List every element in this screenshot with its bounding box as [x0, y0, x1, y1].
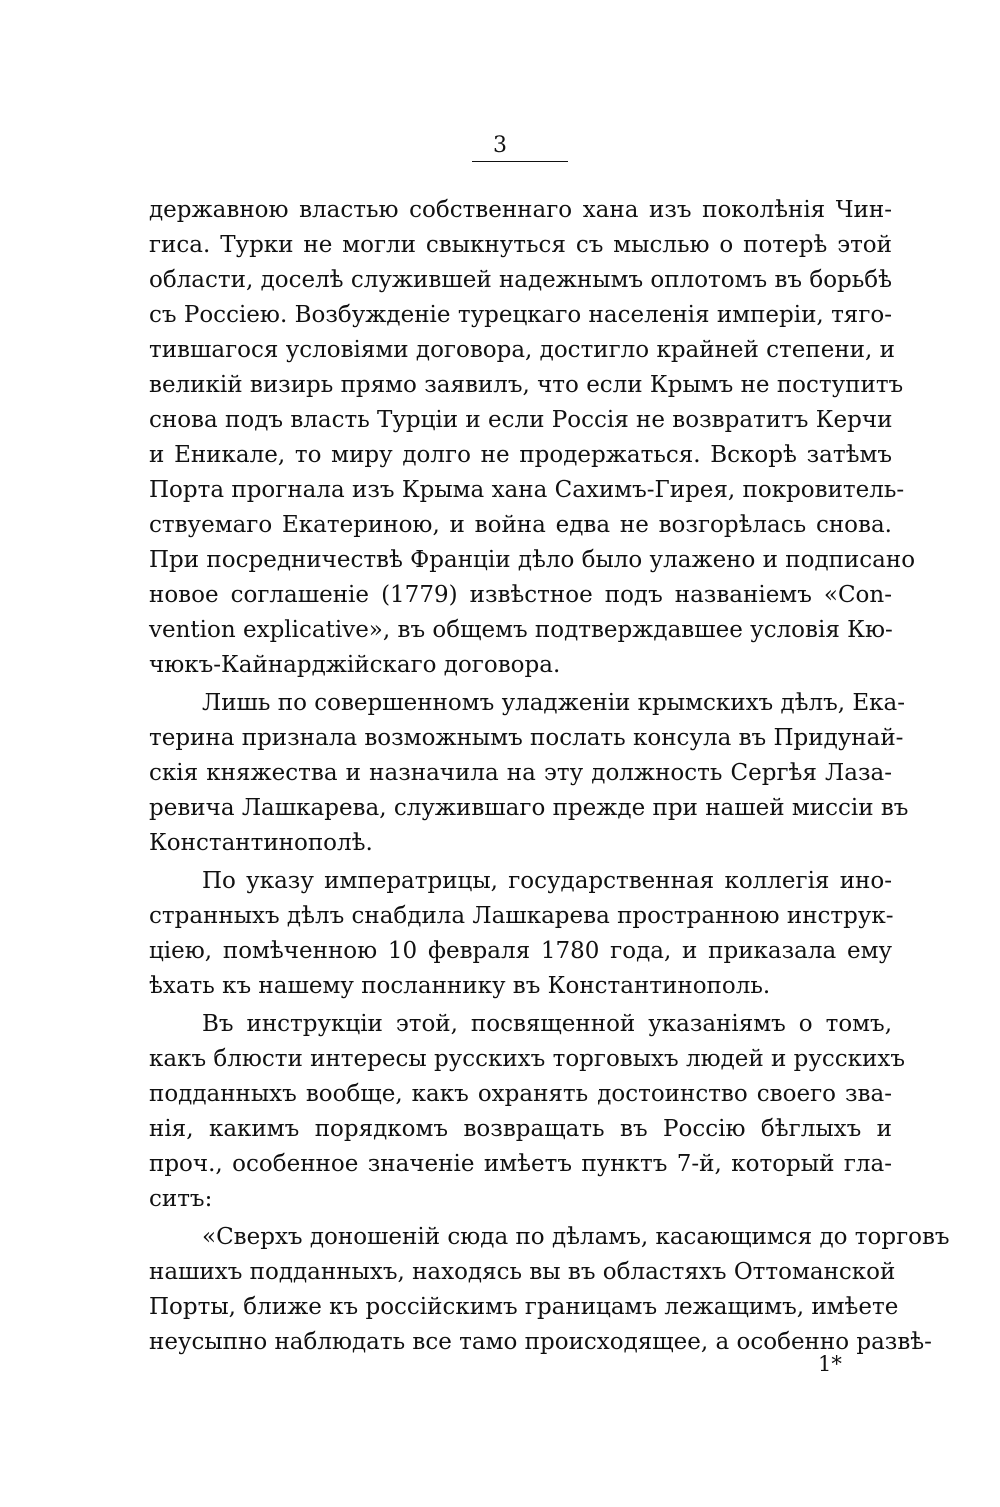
text-line: чюкъ-Кайнарджійскаго договора.	[149, 652, 561, 678]
text-line: неусыпно наблюдать все тамо происходящее, а особенно развѣ-	[149, 1329, 932, 1355]
text-line: великій визирь прямо заявилъ, что если Крымъ не поступитъ	[149, 372, 904, 398]
text-line: гиса. Турки не могли свыкнуться съ мыслью о потерѣ этой	[149, 232, 892, 258]
text-line: ціею, помѣченною 10 февраля 1780 года, и приказала ему	[149, 938, 892, 964]
text-line: державною властью собственнаго хана изъ поколѣнія Чин-	[149, 197, 892, 223]
text-line: съ Россіею. Возбужденіе турецкаго населенія имперіи, тяго-	[149, 302, 892, 328]
text-line: «Сверхъ доношеній сюда по дѣламъ, касающимся до торговъ	[202, 1224, 950, 1250]
text-line: терина признала возможнымъ послать консула въ Придунай-	[149, 725, 904, 751]
text-line: и Еникале, то миру долго не продержаться. Вскорѣ затѣмъ	[149, 442, 892, 468]
header-rule	[472, 161, 568, 162]
text-line: При посредничествѣ Франціи дѣло было улажено и подписано	[149, 547, 916, 573]
text-line: Порты, ближе къ россійскимъ границамъ лежащимъ, имѣете	[149, 1294, 899, 1320]
text-line: проч., особенное значеніе имѣетъ пунктъ 7-й, который гла-	[149, 1151, 892, 1177]
text-line: области, доселѣ служившей надежнымъ оплотомъ въ борьбѣ	[149, 267, 892, 293]
text-line: тившагося условіями договора, достигло крайней степени, и	[149, 337, 895, 363]
signature-mark: 1*	[818, 1352, 842, 1376]
text-line: По указу императрицы, государственная коллегія ино-	[202, 868, 892, 894]
text-line: нія, какимъ порядкомъ возвращать въ Россію бѣглыхъ и	[149, 1116, 892, 1142]
page-header	[0, 133, 1000, 158]
text-line: Въ инструкціи этой, посвященной указаніямъ о томъ,	[202, 1011, 892, 1037]
text-line: ѣхать къ нашему посланнику въ Константинополь.	[149, 973, 771, 999]
text-line: Порта прогнала изъ Крыма хана Сахимъ-Гирея, покровитель-	[149, 477, 905, 503]
text-line: новое соглашеніе (1779) извѣстное подъ названіемъ «Con-	[149, 582, 892, 608]
text-line: Лишь по совершенномъ уладженіи крымскихъ дѣлъ, Ека-	[202, 690, 906, 716]
text-line: странныхъ дѣлъ снабдила Лашкарева пространною инструк-	[149, 903, 894, 929]
text-line: Константинополѣ.	[149, 830, 373, 856]
text-line: ситъ:	[149, 1186, 213, 1212]
text-line: ствуемаго Екатериною, и война едва не возгорѣлась снова.	[149, 512, 892, 538]
text-line: скія княжества и назначила на эту должность Сергѣя Лаза-	[149, 760, 892, 786]
text-line: ревича Лашкарева, служившаго прежде при нашей миссіи въ	[149, 795, 909, 821]
page-number: 3	[493, 133, 507, 158]
text-line: подданныхъ вообще, какъ охранять достоинство своего зва-	[149, 1081, 892, 1107]
text-line: нашихъ подданныхъ, находясь вы въ областяхъ Оттоманской	[149, 1259, 896, 1285]
text-line: vention explicative», въ общемъ подтверждавшее условія Кю-	[149, 617, 893, 643]
text-line: снова подъ власть Турціи и если Россія не возвратитъ Керчи	[149, 407, 893, 433]
text-line: какъ блюсти интересы русскихъ торговыхъ людей и русскихъ	[149, 1046, 905, 1072]
